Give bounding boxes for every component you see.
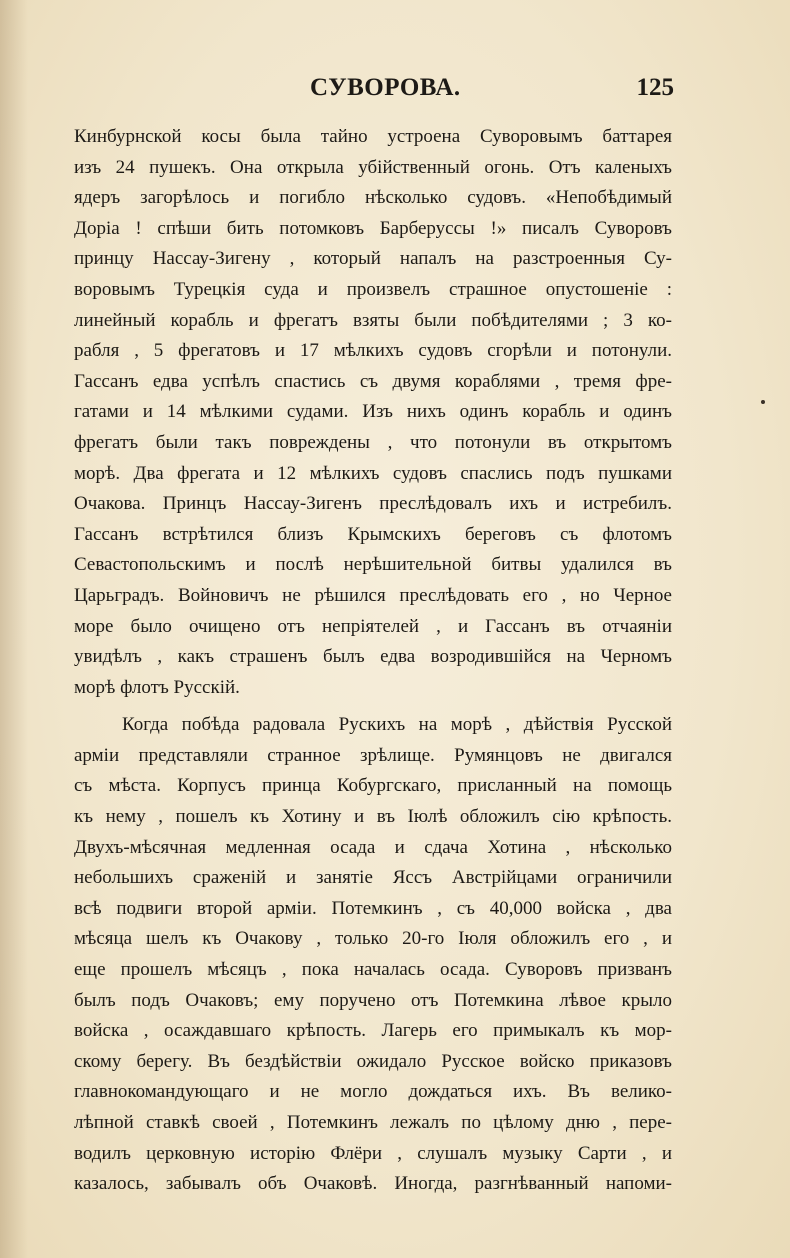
text-line: изъ 24 пушекъ. Она открыла убійственный огонь. Отъ каленыхъ xyxy=(74,156,672,178)
text-line: Кинбурнской косы была тайно устроена Суворовымъ баттарея xyxy=(74,126,672,147)
paragraph-gap xyxy=(74,703,672,710)
text-line: Когда побѣда радовала Рускихъ на морѣ , дѣйствія Русской xyxy=(122,714,672,736)
text-line: ядеръ загорѣлось и погибло нѣсколько судовъ. «Непобѣдимый xyxy=(74,187,672,209)
text-line: Двухъ-мѣсячная медленная осада и сдача Хотина , нѣсколько xyxy=(74,836,672,858)
text-line: гатами и 14 мѣлкими судами. Изъ нихъ одинъ корабль и одинъ xyxy=(74,401,672,423)
page-number: 125 xyxy=(636,74,674,101)
text-line: рабля , 5 фрегатовъ и 17 мѣлкихъ судовъ сгорѣли и потонули. xyxy=(74,340,672,362)
text-line: всѣ подвиги второй арміи. Потемкинъ , съ 40,000 войска , два xyxy=(74,897,672,919)
text-line: фрегатъ были такъ повреждены , что потонули въ открытомъ xyxy=(74,431,672,453)
text-line: линейный корабль и фрегатъ взяты были побѣдителями ; 3 ко- xyxy=(74,309,672,331)
text-line: Гассанъ едва успѣлъ спастись съ двумя кораблями , тремя фре- xyxy=(74,370,672,392)
text-line: морѣ флотъ Русскій. xyxy=(74,676,240,698)
text-line: воровымъ Турецкія суда и произвелъ страшное опустошеніе : xyxy=(74,278,672,300)
text-line: казалось, забывалъ объ Очаковѣ. Иногда, разгнѣванный напоми- xyxy=(74,1173,672,1195)
text-line: съ мѣста. Корпусъ принца Кобургскаго, присланный на помощь xyxy=(74,775,672,797)
text-line: принцу Нассау-Зигену , который напалъ на разстроенныя Су- xyxy=(74,248,672,270)
text-line: еще прошелъ мѣсяцъ , пока началась осада. Суворовъ призванъ xyxy=(74,959,672,981)
text-line: войска , осаждавшаго крѣпость. Лагерь его примыкалъ къ мор- xyxy=(74,1020,672,1042)
text-line: скому берегу. Въ бездѣйствіи ожидало Русское войско приказовъ xyxy=(74,1050,672,1072)
text-line: небольшихъ сраженій и занятіе Яссъ Австрійцами ограничили xyxy=(74,867,672,889)
page-header xyxy=(74,74,674,108)
text-line: морѣ. Два фрегата и 12 мѣлкихъ судовъ спаслись подъ пушками xyxy=(74,462,672,484)
text-line: арміи представляли странное зрѣлище. Румянцовъ не двигался xyxy=(74,744,672,766)
text-line: Севастопольскимъ и послѣ нерѣшительной битвы удалился въ xyxy=(74,554,672,576)
text-line: Доріа ! спѣши бить потомковъ Барберуссы !» писалъ Суворовъ xyxy=(74,217,672,239)
text-line: Гассанъ встрѣтился близъ Крымскихъ береговъ съ флотомъ xyxy=(74,523,672,545)
running-title: СУВОРОВА. xyxy=(310,74,461,101)
text-line: къ нему , пошелъ къ Хотину и въ Іюлѣ обложилъ сію крѣпость. xyxy=(74,806,672,828)
text-line: увидѣлъ , какъ страшенъ былъ едва возродившійся на Черномъ xyxy=(74,646,672,668)
text-line: лѣпной ставкѣ своей , Потемкинъ лежалъ по цѣлому дню , пере- xyxy=(74,1112,672,1133)
text-line: Очакова. Принцъ Нассау-Зигенъ преслѣдовалъ ихъ и истребилъ. xyxy=(74,493,672,515)
paragraph-1 xyxy=(74,122,672,703)
spine-shadow xyxy=(0,0,28,1258)
text-line: главнокомандующаго и не могло дождаться ихъ. Въ велико- xyxy=(74,1081,672,1103)
body-text xyxy=(74,122,672,1200)
text-line: былъ подъ Очаковъ; ему поручено отъ Потемкина лѣвое крыло xyxy=(74,989,672,1011)
paper-speck xyxy=(761,400,765,404)
text-line: мѣсяца шелъ къ Очакову , только 20-го Іюля обложилъ его , и xyxy=(74,928,672,950)
text-line: Царьградъ. Войновичъ не рѣшился преслѣдовать его , но Черное xyxy=(74,584,672,606)
paragraph-2 xyxy=(74,710,672,1200)
text-line: море было очищено отъ непріятелей , и Гассанъ въ отчаяніи xyxy=(74,615,672,637)
text-line: водилъ церковную исторію Флёри , слушалъ музыку Сарти , и xyxy=(74,1142,672,1164)
